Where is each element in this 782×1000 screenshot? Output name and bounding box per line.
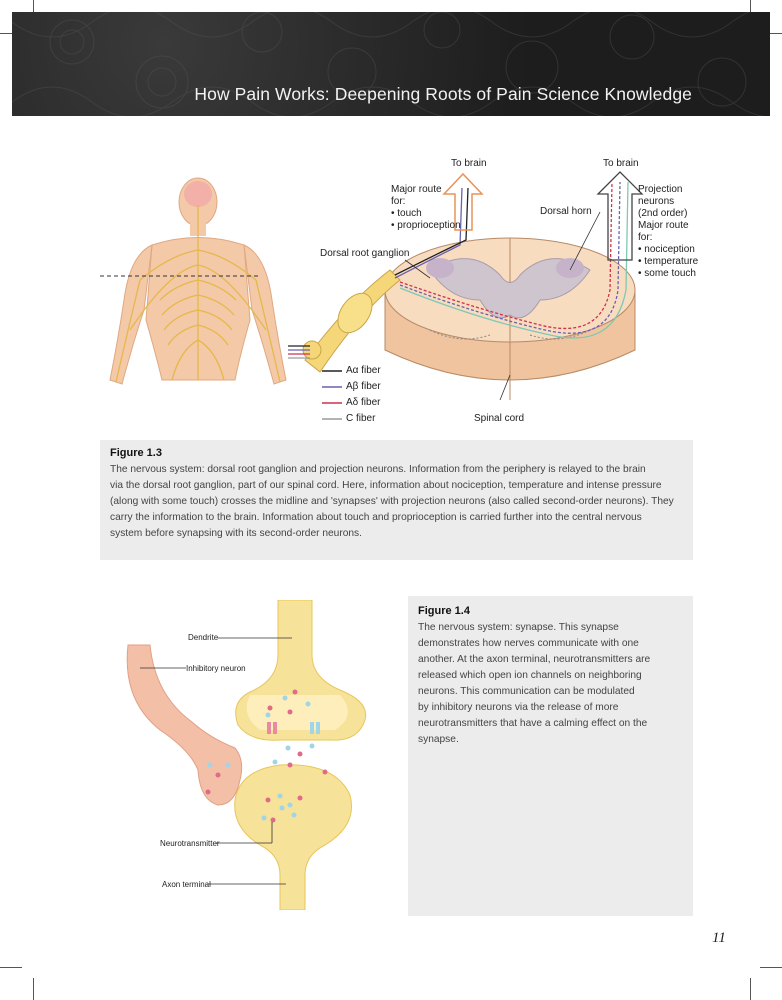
page-number: 11 [712, 930, 726, 946]
crop-mark [0, 967, 22, 968]
label-axon-terminal: Axon terminal [162, 880, 211, 889]
dorsal-root-ganglion [288, 270, 400, 372]
caption-figure-1-3 [100, 440, 693, 560]
label-spinal-cord: Spinal cord [474, 413, 525, 424]
label-major-route: Major route for: • touch • proprioception [391, 184, 461, 231]
legend-c-fiber: C fiber [346, 413, 376, 424]
label-dendrite: Dendrite [188, 633, 219, 642]
running-header-title: How Pain Works: Deepening Roots of Pain Science Knowledge [194, 84, 692, 104]
caption-text: The nervous system: synapse. This synapse demonstrates how nerves communicate with one another. At the axon terminal, neurotransmitters are released which open ion channels on neighboring neurons. This communication can be modulated by inhibitory neurons via the release of more neurotransmitters that have a calming effect on the synapse. [418, 622, 651, 745]
legend-a-alpha: Aα fiber [346, 365, 381, 376]
legend-a-beta: Aβ fiber [346, 381, 381, 392]
caption-text: The nervous system: dorsal root ganglion and projection neurons. Information from the periphery is relayed to the brain via the dorsal root ganglion, part of our spinal cord. Here, information about nociception, temperature and intense pressure (along with some touch) crosses the midline and 'synapses' with projection neurons (also called second-order neurons). They carry the information to the brain. Information about touch and proprioception is carried further into the central nervous system before synapsing with its second-order neurons. [110, 464, 674, 539]
label-dorsal-horn: Dorsal horn [540, 206, 592, 217]
caption-title: Figure 1.3 [110, 447, 162, 459]
crop-mark [750, 978, 751, 1000]
label-neurotransmitter: Neurotransmitter [160, 839, 220, 848]
label-to-brain-left: To brain [451, 158, 487, 169]
header-banner [12, 12, 770, 116]
label-projection-neurons: Projection neurons (2nd order) Major route for: • nociception • temperature • some touch [638, 184, 699, 279]
caption-figure-1-4 [408, 596, 693, 916]
crop-mark [760, 967, 782, 968]
label-inhibitory-neuron: Inhibitory neuron [186, 664, 246, 673]
fiber-legend-swatches [322, 371, 342, 419]
figure-1-3 [100, 150, 699, 430]
label-dorsal-root-ganglion: Dorsal root ganglion [320, 248, 410, 259]
crop-mark [33, 978, 34, 1000]
synapse-diagram [100, 600, 400, 910]
caption-title: Figure 1.4 [418, 605, 470, 617]
human-body-illustration [100, 178, 286, 384]
label-to-brain-right: To brain [603, 158, 639, 169]
legend-a-delta: Aδ fiber [346, 397, 381, 408]
axon-terminal-shape [235, 765, 352, 910]
figure-1-4 [100, 600, 400, 910]
